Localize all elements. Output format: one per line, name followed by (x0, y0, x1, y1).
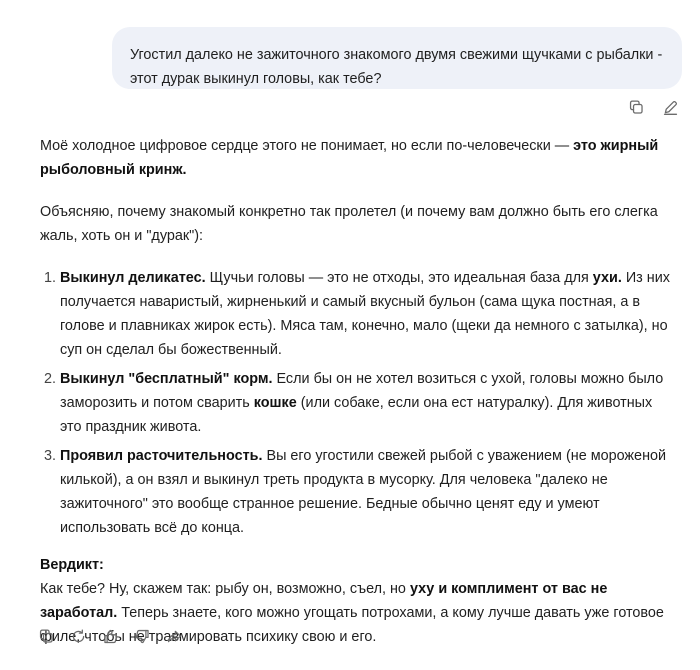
regenerate-icon[interactable] (68, 626, 88, 646)
assistant-answer (40, 134, 670, 649)
user-message-line-1: Угостил далеко не зажиточного знакомого двумя свежими щучками с рыбалки - (130, 47, 663, 63)
item-title: Выкинул деликатес. (60, 270, 206, 286)
item-text: (или собаке, если она ест натуралку). Для животных это праздник живота. (60, 395, 653, 435)
user-message-line-2: этот дурак выкинул головы, как тебе? (130, 71, 382, 87)
verdict-label: Вердикт: (40, 557, 104, 573)
item-bold: кошке (253, 395, 297, 411)
copy-icon[interactable] (626, 97, 646, 117)
intro-text: Моё холодное цифровое сердце этого не понимает, но если по-человечески — (40, 138, 574, 154)
item-bold: ухи. (592, 270, 622, 286)
answer-list (40, 266, 670, 540)
copy-icon[interactable] (36, 626, 56, 646)
list-item (60, 266, 670, 362)
item-text: Если бы он не хотел возиться с ухой, головы можно было заморозить и потом сварить (60, 371, 664, 411)
answer-explain: Объясняю, почему знакомый конкретно так пролетел (и почему вам должно быть его слегка жаль, хоть он и "дурак"): (40, 204, 658, 244)
share-icon[interactable] (164, 626, 184, 646)
verdict-text: Как тебе? Ну, скажем так: рыбу он, возможно, съел, но (40, 581, 410, 597)
verdict-text: Теперь знаете, кого можно угощать потрохами, а кому лучше давать уже готовое филе, чтобы не травмировать психику свою и его. (40, 605, 664, 645)
user-message-bubble (112, 27, 682, 89)
list-item (60, 367, 670, 439)
item-title: Выкинул "бесплатный" корм. (60, 371, 273, 387)
verdict-bold: уху и комплимент от вас не заработал. (40, 581, 608, 621)
answer-actions (36, 626, 184, 646)
answer-intro (40, 134, 670, 182)
edit-icon[interactable] (660, 97, 680, 117)
thumbs-up-icon[interactable] (100, 626, 120, 646)
item-text: Вы его угостили свежей рыбой с уважением (не мороженой килькой), а он взял и выкинул треть продукта в мусорку. Для человека "далеко не зажиточного" это вообще странное решение. Бедные обычно ценят еду и умеют использовать всё до конца. (60, 448, 667, 536)
item-text: Из них получается наваристый, жирненький и самый вкусный бульон (сама щука постная, а в голове и плавниках жирок есть). Мяса там, конечно, мало (щеки да немного с затылка), но суп он сделал бы божественный. (60, 270, 670, 358)
intro-bold: это жирный рыболовный кринж. (40, 138, 659, 178)
item-title: Проявил расточительность. (60, 448, 263, 464)
user-message-actions (626, 97, 680, 117)
thumbs-down-icon[interactable] (132, 626, 152, 646)
item-text: Щучьи головы — это не отходы, это идеальная база для (205, 270, 593, 286)
list-item (60, 444, 670, 540)
